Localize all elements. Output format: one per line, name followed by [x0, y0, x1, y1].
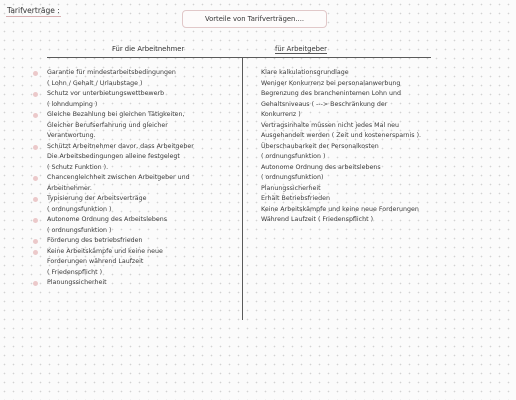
- bullet-icon: [33, 239, 38, 244]
- item-text-line: Schützt Arbeitnehmer davor, dass Arbeitgeber: [47, 142, 194, 150]
- table-horizontal-rule: [47, 57, 431, 58]
- bullet-icon: [33, 176, 38, 181]
- employer-advantage-line: Planungssicherheit: [261, 184, 321, 192]
- bullet-icon: [33, 145, 38, 150]
- employer-advantage-line: Begrenzung des branchenintemen Lohn und: [261, 90, 401, 97]
- employer-advantage-line: Gehaltsniveaus ( ---> Beschränkung der: [261, 100, 388, 108]
- item-text-line: ( Friedenspflicht ): [47, 268, 103, 276]
- item-text-line: ( lohndumping ): [47, 100, 98, 108]
- employer-advantage-line: Autonome Ordnung des arbeitslebens: [261, 163, 381, 171]
- item-text-line: Schutz vor unterbietungswettbewerb: [47, 90, 165, 97]
- employer-advantage-line: Konkurrenz ): [261, 111, 301, 118]
- item-text-line: Verantwortung.: [47, 132, 96, 139]
- employee-advantage-item: [33, 247, 243, 279]
- bullet-icon: [33, 281, 38, 286]
- employer-advantage-line: Erhält Betriebsfrieden: [261, 195, 330, 202]
- item-text-line: Chancengleichheit zwischen Arbeitgeber und: [47, 174, 190, 181]
- bullet-icon: [33, 250, 38, 255]
- employee-advantage-item: [33, 173, 243, 194]
- item-text-line: Gleicher Berufserfahrung und gleicher: [47, 121, 168, 129]
- employer-advantage-line: Ausgehandelt werden ( Zeit und kostenersparnis ).: [261, 132, 422, 139]
- employee-advantage-item: [33, 194, 243, 215]
- item-text-line: ( Lohn / Gehalt / Urlaubstage ): [47, 79, 143, 87]
- item-text-line: Typisierung der Arbeitsverträge: [47, 195, 147, 202]
- bullet-icon: [33, 113, 38, 118]
- item-text-line: Autonome Ordnung des Arbeitslebens: [47, 216, 168, 223]
- employer-advantage-line: ( ordnungsfunktion): [261, 174, 324, 181]
- item-text-line: Arbeitnehmer.: [47, 184, 92, 192]
- heading-box: Vorteile von Tarifverträgen....: [182, 10, 327, 28]
- bullet-icon: [33, 218, 38, 223]
- item-text-line: ( Schutz Funktion ).: [47, 163, 109, 171]
- employee-advantage-item: [33, 278, 243, 289]
- column-header-employers-text: für Arbeitgeber: [275, 45, 327, 53]
- item-text-line: Planungssicherheit: [47, 279, 107, 286]
- bullet-icon: [33, 71, 38, 76]
- employee-advantage-item: [33, 89, 243, 110]
- employee-advantage-item: [33, 110, 243, 142]
- employer-advantage-line: Während Laufzeit ( Friedenspflicht ): [261, 216, 374, 223]
- employee-advantage-item: [33, 142, 243, 174]
- employer-advantage-line: Weniger Konkurrenz bei personalanwerbung: [261, 79, 401, 87]
- employee-advantage-item: [33, 215, 243, 236]
- item-text-line: Förderung des betriebsfrieden: [47, 237, 143, 244]
- bullet-icon: [33, 92, 38, 97]
- employee-advantage-item: [33, 236, 243, 247]
- item-text-line: Garantie für mindestarbeitsbedingungen: [47, 69, 176, 76]
- employee-advantage-item: [33, 68, 243, 89]
- employer-advantage-line: ( ordnungsfunktion ): [261, 153, 326, 160]
- item-text-line: ( ordnungsfunktion ): [47, 205, 112, 213]
- employer-advantage-line: Vertragsinhalte müssen nicht jedes Mal neu: [261, 121, 400, 129]
- employer-advantage-line: Keine Arbeitskämpfe und keine neue Forderungen: [261, 205, 419, 213]
- column-header-employers: [275, 45, 327, 53]
- item-text-line: Forderungen während Laufzeit: [47, 258, 144, 265]
- employee-advantages-list: [33, 68, 243, 289]
- item-text-line: Gleiche Bezahlung bei gleichen Tätigkeiten,: [47, 111, 185, 118]
- item-text-line: Die Arbeitsbedingungen alleine festgelegt: [47, 153, 180, 160]
- employer-advantage-line: Überschaubarkeit der Personalkosten: [261, 142, 379, 150]
- item-text-line: ( ordnungsfunktion ): [47, 226, 112, 234]
- page-title: Tarifverträge :: [7, 6, 60, 15]
- item-text-line: Keine Arbeitskämpfe und keine neue: [47, 247, 163, 255]
- employer-advantages-list: [261, 68, 501, 226]
- bullet-icon: [33, 197, 38, 202]
- column-header-employees: Für die Arbeitnehmer: [112, 45, 185, 53]
- employer-advantage-line: Klare kalkulationsgrundlage: [261, 69, 349, 76]
